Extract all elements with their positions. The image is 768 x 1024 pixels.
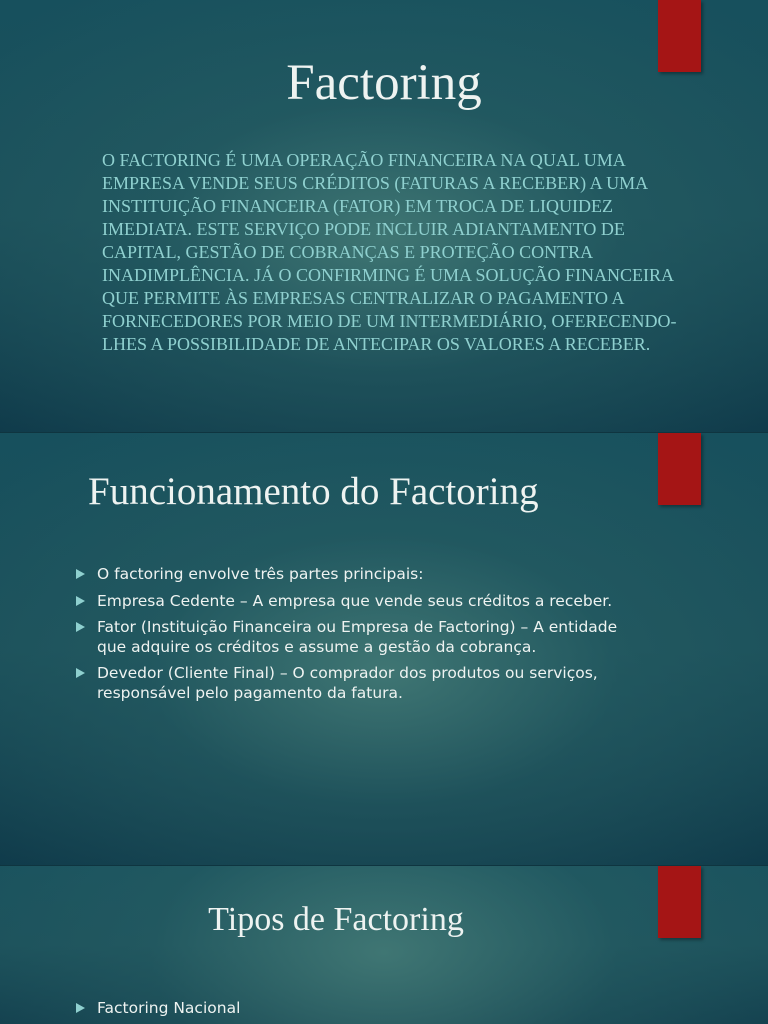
bullet-arrow-icon <box>76 668 85 678</box>
list-item <box>76 618 636 657</box>
bullet-list <box>76 565 636 710</box>
slide-title: Funcionamento do Factoring <box>88 470 539 513</box>
slide-body-text: O FACTORING É UMA OPERAÇÃO FINANCEIRA NA QUAL UMA EMPRESA VENDE SEUS CRÉDITOS (FATURAS A RECEBER) A UMA INSTITUIÇÃO FINANCEIRA (FATOR) EM TROCA DE LIQUIDEZ IMEDIATA. ESTE SERVIÇO PODE INCLUIR ADIANTAMENTO DE CAPITAL, GESTÃO DE COBRANÇAS E PROTEÇÃO CONTRA INADIMPLÊNCIA. JÁ O CONFIRMING É UMA SOLUÇÃO FINANCEIRA QUE PERMITE ÀS EMPRESAS CENTRALIZAR O PAGAMENTO A FORNECEDORES POR MEIO DE UM INTERMEDIÁRIO, OFERECENDO-LHES A POSSIBILIDADE DE ANTECIPAR OS VALORES A RECEBER. <box>102 150 677 354</box>
bullet-arrow-icon <box>76 596 85 606</box>
list-item <box>76 565 636 585</box>
list-item-text: Factoring Nacional <box>97 999 241 1017</box>
list-item-text: Empresa Cedente – A empresa que vende seus créditos a receber. <box>97 591 613 610</box>
slide-title: Tipos de Factoring <box>208 901 464 938</box>
slide-tipos <box>0 866 768 1024</box>
slide-funcionamento <box>0 433 768 865</box>
list-item-text: Fator (Instituição Financeira ou Empresa de Factoring) – A entidade que adquire os créditos e assume a gestão da cobrança. <box>97 618 618 656</box>
list-item-text: Devedor (Cliente Final) – O comprador dos produtos ou serviços, responsável pelo pagamento da fatura. <box>97 664 598 702</box>
bullet-arrow-icon <box>76 569 85 579</box>
bullet-list <box>76 999 636 1024</box>
list-item-text: O factoring envolve três partes principais: <box>97 565 424 583</box>
list-item <box>76 999 636 1019</box>
list-item <box>76 664 636 703</box>
list-item <box>76 592 636 612</box>
bullet-arrow-icon <box>76 1003 85 1013</box>
bullet-arrow-icon <box>76 622 85 632</box>
slide-factoring <box>0 0 768 432</box>
slide-title: Factoring <box>286 55 482 111</box>
accent-bar <box>658 433 701 505</box>
